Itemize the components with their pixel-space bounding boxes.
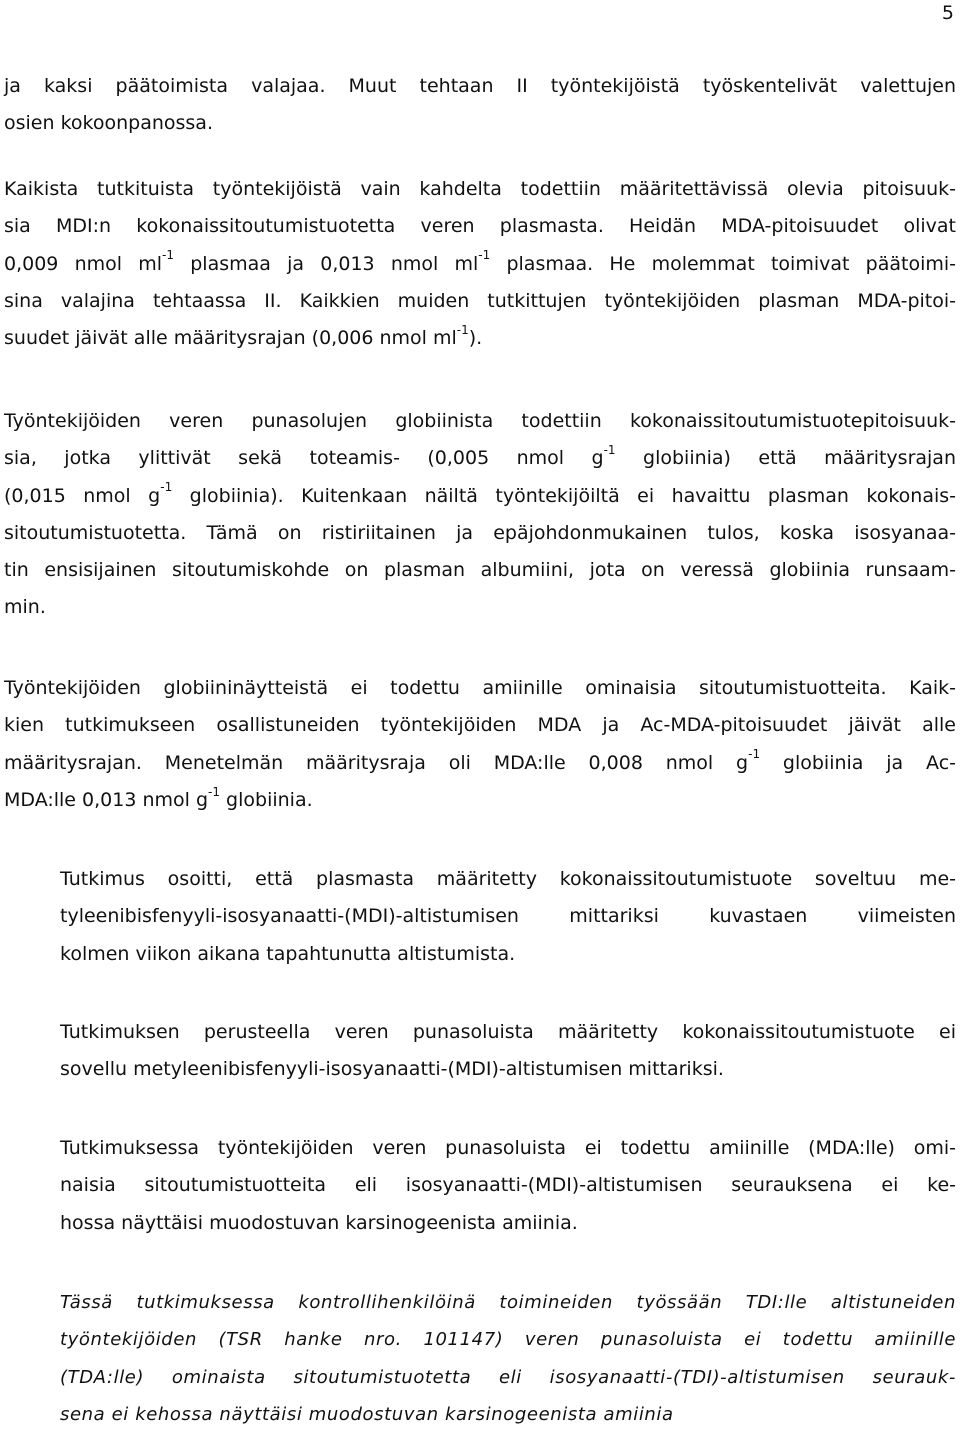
- text-line: sina valajina tehtaassa II. Kaikkien muiden tutkittujen työntekijöiden plasman MDA-pitoi-: [4, 289, 956, 312]
- text-fragment: plasmaa. He molemmat toimivat päätoimi-: [506, 252, 957, 275]
- text-line: Tässä tutkimuksessa kontrollihenkilöinä toimineiden työssään TDI:lle altistuneiden: [60, 1292, 956, 1313]
- text-line: Tutkimuksessa työntekijöiden veren punasoluista ei todettu amiinille (MDA:lle) omi-: [60, 1137, 956, 1159]
- text-fragment: määritysrajan. Menetelmän määritysraja oli MDA:lle 0,008 nmol g: [4, 751, 749, 774]
- text-line: [4, 745, 956, 782]
- text-line: sena ei kehossa näyttäisi muodostuvan karsinogeenista amiinia: [60, 1403, 674, 1425]
- paragraph-1: [4, 68, 956, 143]
- superscript: -1: [478, 248, 491, 263]
- text-line: (TDA:lle) ominaista sitoutumistuotetta eli isosyanaatti-(TDI)-altistumisen seurauk-: [60, 1366, 956, 1388]
- superscript: -1: [748, 747, 761, 762]
- text-line: hossa näyttäisi muodostuvan karsinogeenista amiinia.: [60, 1211, 578, 1234]
- text-line: sovellu metyleenibisfenyyli-isosyanaatti-(MDI)-altistumisen mittariksi.: [60, 1058, 724, 1081]
- text-line: [4, 478, 956, 515]
- text-line: Tutkimuksen perusteella veren punasoluista määritetty kokonaissitoutumistuote ei: [60, 1021, 956, 1043]
- text-fragment: globiinia ja Ac-: [782, 751, 956, 774]
- text-fragment: globiinia) että määritysrajan: [643, 447, 956, 470]
- text-fragment: globiinia.: [226, 788, 313, 811]
- text-line: naisia sitoutumistuotteita eli isosyanaatti-(MDI)-altistumisen seurauksena ei ke-: [60, 1174, 956, 1197]
- text-line: sia MDI:n kokonaissitoutumistuotetta veren plasmasta. Heidän MDA-pitoisuudet olivat: [4, 215, 956, 238]
- text-line: työntekijöiden (TSR hanke nro. 101147) veren punasoluista ei todettu amiinille: [60, 1329, 956, 1351]
- text-line: ja kaksi päätoimista valajaa. Muut tehtaan II työntekijöistä työskentelivät valettujen: [4, 75, 956, 97]
- paragraph-2: [4, 171, 956, 357]
- paragraph-6: [60, 1014, 956, 1089]
- superscript: -1: [456, 322, 469, 337]
- text-line: [4, 246, 956, 283]
- text-line: kien tutkimukseen osallistuneiden työntekijöiden MDA ja Ac-MDA-pitoisuudet jäivät alle: [4, 714, 956, 737]
- text-fragment: suudet jäivät alle määritysrajan (0,006 nmol ml: [4, 327, 457, 350]
- text-line: Työntekijöiden veren punasolujen globiinista todettiin kokonaissitoutumistuotepitoisuuk-: [4, 410, 956, 432]
- text-fragment: (0,015 nmol g: [4, 484, 161, 507]
- text-line: Kaikista tutkituista työntekijöistä vain kahdelta todettiin määritettävissä olevia pitoisuuk-: [4, 178, 956, 200]
- text-fragment: 0,009 nmol ml: [4, 252, 163, 275]
- text-fragment: globiinia). Kuitenkaan näiltä työntekijöiltä ei havaittu plasman kokonais-: [189, 484, 956, 507]
- text-line: [4, 782, 956, 819]
- text-line: osien kokoonpanossa.: [4, 112, 213, 135]
- text-line: sitoutumistuotetta. Tämä on ristiriitainen ja epäjohdonmukainen tulos, koska isosyanaa-: [4, 521, 956, 544]
- page-number: 5: [941, 2, 954, 24]
- text-fragment: ).: [468, 327, 483, 350]
- text-line: [4, 440, 956, 477]
- paragraph-5: [60, 861, 956, 973]
- text-fragment: plasmaa ja 0,013 nmol ml: [190, 252, 479, 275]
- text-line: tyleenibisfenyyli-isosyanaatti-(MDI)-altistumisen mittariksi kuvastaen viimeisten: [60, 905, 956, 928]
- paragraph-3: [4, 403, 956, 627]
- paragraph-7: [60, 1130, 956, 1242]
- text-line: kolmen viikon aikana tapahtunutta altistumista.: [60, 942, 516, 965]
- text-line: Työntekijöiden globiininäytteistä ei todettu amiinille ominaisia sitoutumistuotteita. Kaik-: [4, 677, 956, 699]
- superscript: -1: [162, 248, 175, 263]
- paragraph-8-italic: [60, 1284, 956, 1433]
- text-line: Tutkimus osoitti, että plasmasta määritetty kokonaissitoutumistuote soveltuu me-: [60, 868, 956, 890]
- text-fragment: sia, jotka ylittivät sekä toteamis- (0,005 nmol g: [4, 447, 604, 470]
- text-line: min.: [4, 596, 46, 619]
- text-fragment: MDA:lle 0,013 nmol g: [4, 788, 209, 811]
- paragraph-4: [4, 670, 956, 819]
- text-line: [4, 320, 956, 357]
- superscript: -1: [603, 442, 616, 457]
- superscript: -1: [160, 480, 173, 495]
- text-line: tin ensisijainen sitoutumiskohde on plasman albumiini, jota on veressä globiinia runsaam-: [4, 559, 956, 582]
- superscript: -1: [208, 784, 220, 799]
